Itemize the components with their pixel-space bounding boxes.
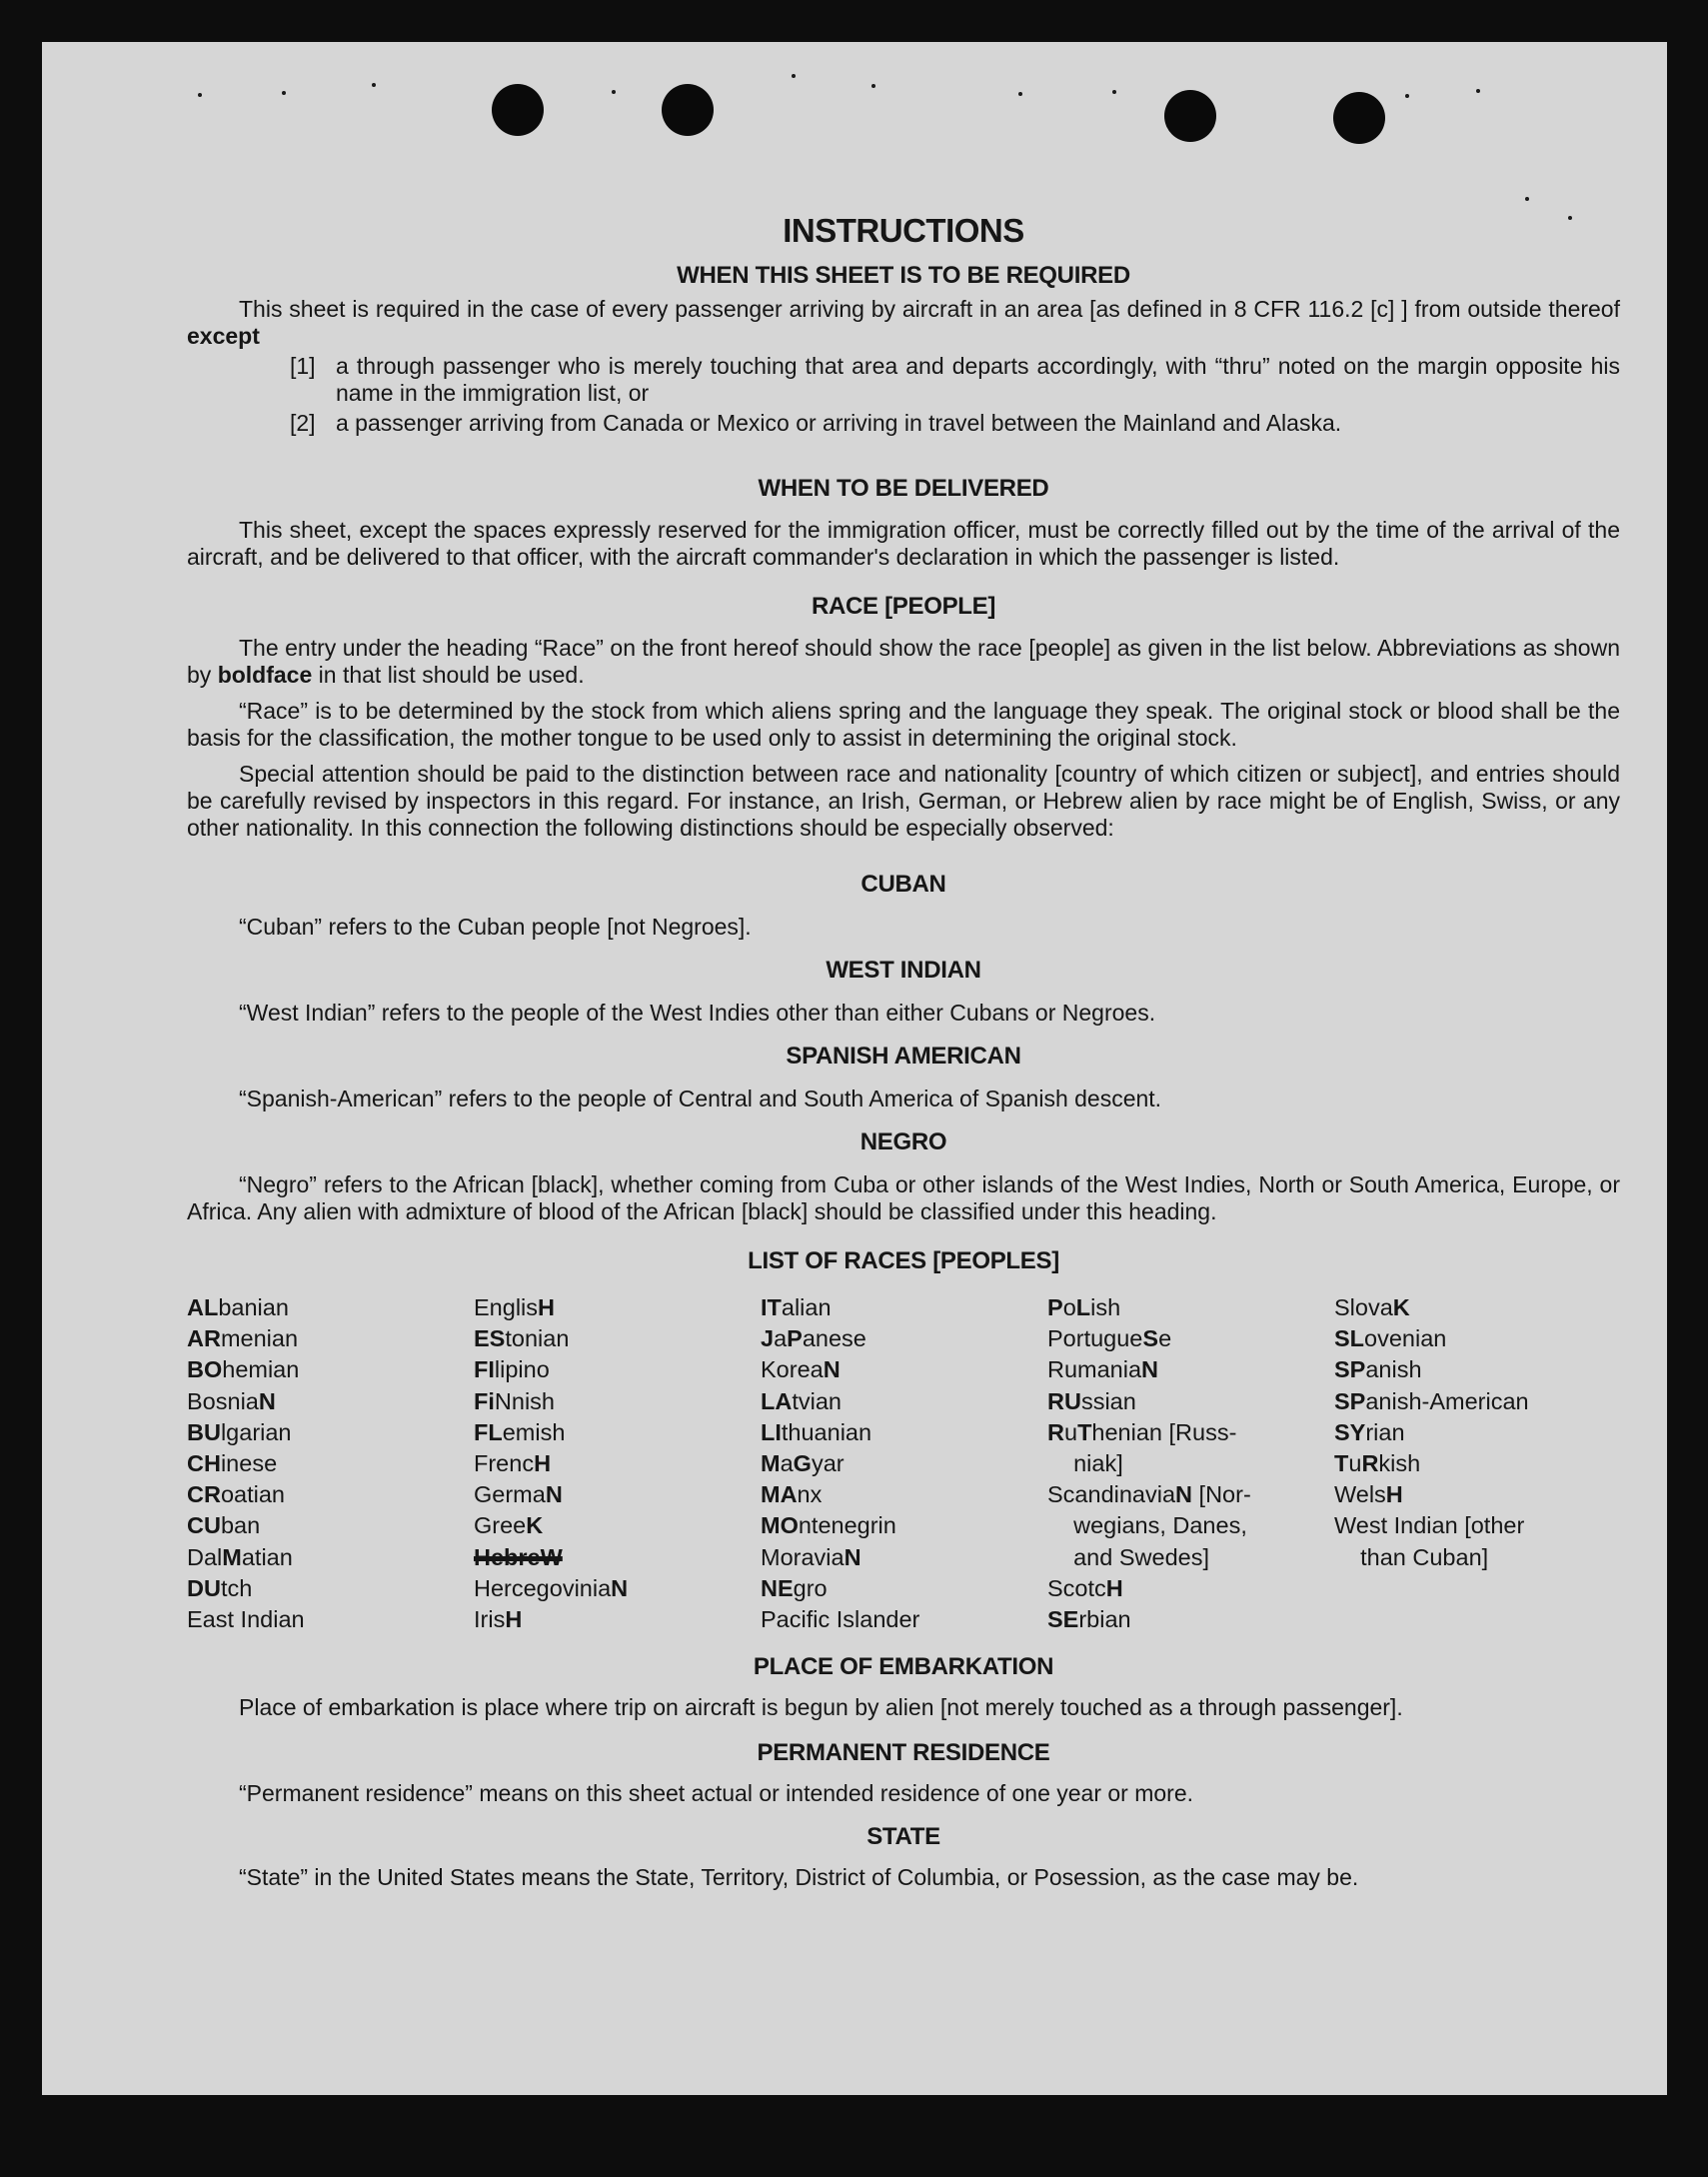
embarkation-paragraph: Place of embarkation is place where trip on aircraft is begun by alien [not merely touched as a through passenger]. <box>239 1694 1403 1721</box>
race-list <box>187 1292 1620 1635</box>
race-paragraph: The entry under the heading “Race” on the front hereof should show the race [people] as given in the list below. Abbreviations as shown by boldface in that list should be used. <box>187 635 1620 688</box>
state-paragraph: “State” in the United States means the State, Territory, District of Columbia, or Posession, as the case may be. <box>239 1864 1359 1891</box>
race-entry: FLemish <box>474 1418 566 1445</box>
race-entry: LAtvian <box>761 1387 842 1414</box>
heading-residence: PERMANENT RESIDENCE <box>757 1739 1050 1767</box>
race-entry: JaPanese <box>761 1325 866 1352</box>
race-entry: FIlipino <box>474 1356 550 1383</box>
required-item: [2] a passenger arriving from Canada or Mexico or arriving in travel between the Mainland and Alaska. <box>290 410 1342 436</box>
race-entry: KoreaN <box>761 1356 841 1383</box>
race-entry: GreeK <box>474 1512 544 1539</box>
heading-embarkation: PLACE OF EMBARKATION <box>753 1653 1054 1681</box>
race-entry: MaGyar <box>761 1450 845 1477</box>
race-entry: TuRkish <box>1334 1450 1421 1477</box>
heading-negro: NEGRO <box>859 1128 947 1155</box>
west-indian-paragraph: “West Indian” refers to the people of the West Indies other than either Cubans or Negroes. <box>239 1000 1156 1026</box>
race-entry: EStonian <box>474 1325 570 1352</box>
speck <box>282 91 286 95</box>
race-column <box>474 1292 761 1635</box>
race-entry: DalMatian <box>187 1543 293 1570</box>
heading-delivered: WHEN TO BE DELIVERED <box>758 475 1049 502</box>
race-entry: East Indian <box>187 1606 305 1633</box>
punch-hole <box>662 84 714 136</box>
speck <box>1018 92 1022 96</box>
punch-hole <box>1164 90 1216 142</box>
spanish-american-paragraph: “Spanish-American” refers to the people of Central and South America of Spanish descent. <box>239 1086 1162 1111</box>
delivered-paragraph: This sheet, except the spaces expressly reserved for the immigration officer, must be correctly filled out by the time of the arrival of the aircraft, and be delivered to that officer, with the aircraft commander's declaration in which the passenger is listed. <box>187 517 1620 570</box>
race-column <box>761 1292 1047 1635</box>
race-entry: BOhemian <box>187 1356 300 1383</box>
race-entry: ScandinaviaN [Nor- <box>1047 1481 1251 1508</box>
heading-state: STATE <box>866 1823 940 1851</box>
race-entry: wegians, Danes, <box>1047 1512 1247 1539</box>
race-entry: GermaN <box>474 1481 563 1508</box>
race-paragraph: “Race” is to be determined by the stock from which aliens spring and the language they speak. The original stock or blood shall be the basis for the classification, the mother tongue to be used only to assist in determining the original stock. <box>187 698 1620 751</box>
negro-paragraph: “Negro” refers to the African [black], whether coming from Cuba or other islands of the West Indies, North or South America, Europe, or Africa. Any alien with admixture of blood of the African [black] should be classified under this heading. <box>187 1171 1620 1224</box>
residence-paragraph: “Permanent residence” means on this sheet actual or intended residence of one year or more. <box>239 1780 1194 1807</box>
race-entry: FiNnish <box>474 1387 555 1414</box>
race-entry: BosniaN <box>187 1387 276 1414</box>
speck <box>372 83 376 87</box>
speck <box>198 93 202 97</box>
race-entry: IrisH <box>474 1606 523 1633</box>
heading-cuban: CUBAN <box>860 871 946 898</box>
content <box>187 212 1620 1891</box>
race-column <box>1334 1292 1621 1635</box>
cuban-paragraph: “Cuban” refers to the Cuban people [not Negroes]. <box>239 914 752 940</box>
race-paragraph: Special attention should be paid to the distinction between race and nationality [country of which citizen or subject], and entries should be carefully revised by inspectors in this regard. For instance, an Irish, German, or Hebrew alien by race might be of English, Swiss, or any other nationality. In this connection the following distinctions should be especially observed: <box>187 761 1620 841</box>
race-entry: RumaniaN <box>1047 1356 1159 1383</box>
document-sheet <box>42 42 1667 2095</box>
race-column <box>187 1292 474 1635</box>
race-entry: SPanish-American <box>1334 1387 1529 1414</box>
heading-west-indian: WEST INDIAN <box>826 957 981 984</box>
heading-race: RACE [PEOPLE] <box>811 593 996 620</box>
speck <box>871 84 875 88</box>
race-entry: HercegoviniaN <box>474 1574 629 1601</box>
race-entry: PoLish <box>1047 1294 1121 1320</box>
punch-hole <box>1333 92 1385 144</box>
race-entry: WelsH <box>1334 1481 1403 1508</box>
race-entry: BUlgarian <box>187 1418 292 1445</box>
race-entry: SPanish <box>1334 1356 1422 1383</box>
required-paragraph: This sheet is required in the case of every passenger arriving by aircraft in an area [as defined in 8 CFR 116.2 [c] ] from outside thereof except <box>187 296 1620 349</box>
page-title: INSTRUCTIONS <box>783 212 1024 249</box>
race-entry: CUban <box>187 1512 261 1539</box>
race-entry: DUtch <box>187 1574 253 1601</box>
heading-spanish-american: SPANISH AMERICAN <box>786 1043 1021 1070</box>
speck <box>1525 197 1529 201</box>
race-entry: niak] <box>1047 1450 1123 1477</box>
race-entry: CRoatian <box>187 1481 285 1508</box>
heading-race-list: LIST OF RACES [PEOPLES] <box>748 1247 1059 1274</box>
race-entry: Pacific Islander <box>761 1606 920 1633</box>
speck <box>612 90 616 94</box>
race-entry: ARmenian <box>187 1325 299 1352</box>
speck <box>1112 90 1116 94</box>
race-entry: RuThenian [Russ- <box>1047 1418 1237 1445</box>
race-entry: FrencH <box>474 1450 552 1477</box>
punch-hole <box>492 84 544 136</box>
race-entry: SlovaK <box>1334 1294 1410 1320</box>
race-entry: HebreW <box>474 1543 563 1570</box>
race-entry: and Swedes] <box>1047 1543 1209 1570</box>
race-entry: MoraviaN <box>761 1543 861 1570</box>
race-entry: MOntenegrin <box>761 1512 896 1539</box>
speck <box>1476 89 1480 93</box>
race-entry: EnglisH <box>474 1294 555 1320</box>
race-entry: SYrian <box>1334 1418 1405 1445</box>
race-entry: ITalian <box>761 1294 832 1320</box>
race-entry: SErbian <box>1047 1606 1131 1633</box>
race-entry: than Cuban] <box>1334 1543 1489 1570</box>
race-entry: LIthuanian <box>761 1418 872 1445</box>
race-entry: NEgro <box>761 1574 828 1601</box>
race-entry: MAnx <box>761 1481 823 1508</box>
speck <box>1405 94 1409 98</box>
race-entry: SLovenian <box>1334 1325 1447 1352</box>
race-entry: West Indian [other <box>1334 1512 1525 1539</box>
race-entry: PortugueSe <box>1047 1325 1172 1352</box>
race-entry: RUssian <box>1047 1387 1136 1414</box>
race-entry: ScotcH <box>1047 1574 1123 1601</box>
heading-required: WHEN THIS SHEET IS TO BE REQUIRED <box>677 262 1130 289</box>
speck <box>792 74 796 78</box>
race-entry: ALbanian <box>187 1294 289 1320</box>
race-column <box>1047 1292 1334 1635</box>
required-item: [1] a through passenger who is merely touching that area and departs accordingly, with “thru” noted on the margin opposite his name in the immigration list, or <box>290 353 1620 406</box>
race-entry: CHinese <box>187 1450 278 1477</box>
